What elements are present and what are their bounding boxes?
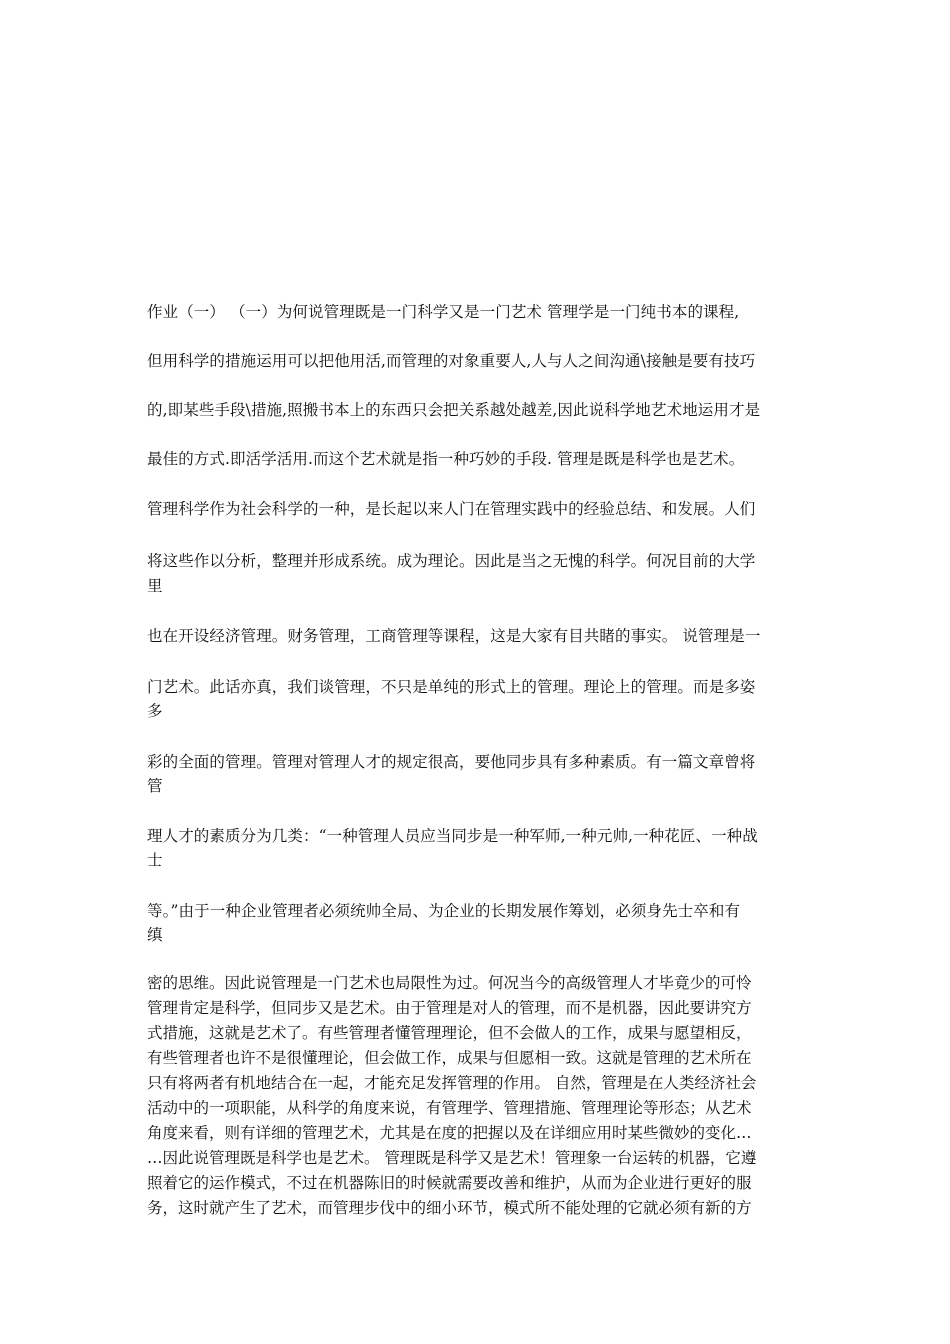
text-line: 管理科学作为社会科学的一种，是长起以来人门在管理实践中的经验总结、和发展。人们 [147,500,756,518]
wrapped-char: 缜 [147,926,163,944]
text-line: 但用科学的措施运用可以把他用活,而管理的对象重要人,人与人之间沟通\接触是要有技巧 [147,352,756,370]
text-line: 最佳的方式.即活学活用.而这个艺术就是指一种巧妙的手段. 管理是既是科学也是艺术。 [147,450,745,468]
text-line: 理人才的素质分为几类：“一种管理人员应当同步是一种军师,一种元帅,一种花匠、一种战 [147,827,758,845]
text-line: 照着它的运作模式，不过在机器陈旧的时候就需要改善和维护，从而为企业进行更好的服 [147,1174,752,1192]
text-line: 只有将两者有机地结合在一起，才能充足发挥管理的作用。 自然，管理是在人类经济社会 [147,1074,757,1092]
text-line: 也在开设经济管理。财务管理，工商管理等课程，这是大家有目共睹的事实。 说管理是一 [147,627,761,645]
wrapped-char: 多 [147,702,163,720]
wrapped-char: 里 [147,577,163,595]
text-line: 作业（一） （一）为何说管理既是一门科学又是一门艺术 管理学是一门纯书本的课程, [147,303,740,321]
text-line: 角度来看，则有详细的管理艺术，尤其是在度的把握以及在详细应用时某些微妙的变化… [147,1124,752,1142]
text-line: 务，这时就产生了艺术，而管理步伐中的细小环节，模式所不能处理的它就必须有新的方 [147,1199,752,1217]
text-line: 密的思维。因此说管理是一门艺术也局限性为过。何况当今的高级管理人才毕竟少的可怜 [147,974,752,992]
text-line: 活动中的一项职能，从科学的角度来说，有管理学、管理措施、管理理论等形态；从艺术 [147,1099,752,1117]
text-line: 有些管理者也许不是很懂理论，但会做工作，成果与但愿相一致。这就是管理的艺术所在 [147,1049,752,1067]
text-line: 管理肯定是科学，但同步又是艺术。由于管理是对人的管理，而不是机器，因此要讲究方 [147,999,752,1017]
text-line: 彩的全面的管理。管理对管理人才的规定很高，要他同步具有多种素质。有一篇文章曾将 [147,753,756,771]
text-line: 的,即某些手段\措施,照搬书本上的东西只会把关系越处越差,因此说科学地艺术地运用才是 [147,401,761,419]
text-line: 等。”由于一种企业管理者必须统帅全局、为企业的长期发展作筹划，必须身先士卒和有 [147,902,741,920]
text-line: 门艺术。此话亦真，我们谈管理，不只是单纯的形式上的管理。理论上的管理。而是多姿 [147,678,756,696]
wrapped-char: 士 [147,851,163,869]
text-line: …因此说管理既是科学也是艺术。 管理既是科学又是艺术！管理象一台运转的机器，它遵 [147,1149,757,1167]
dense-paragraph [147,971,807,1221]
text-line: 将这些作以分析，整理并形成系统。成为理论。因此是当之无愧的科学。何况目前的大学 [147,552,756,570]
wrapped-char: 管 [147,777,163,795]
text-line: 式措施，这就是艺术了。有些管理者懂管理理论，但不会做人的工作，成果与愿望相反， [147,1024,752,1042]
